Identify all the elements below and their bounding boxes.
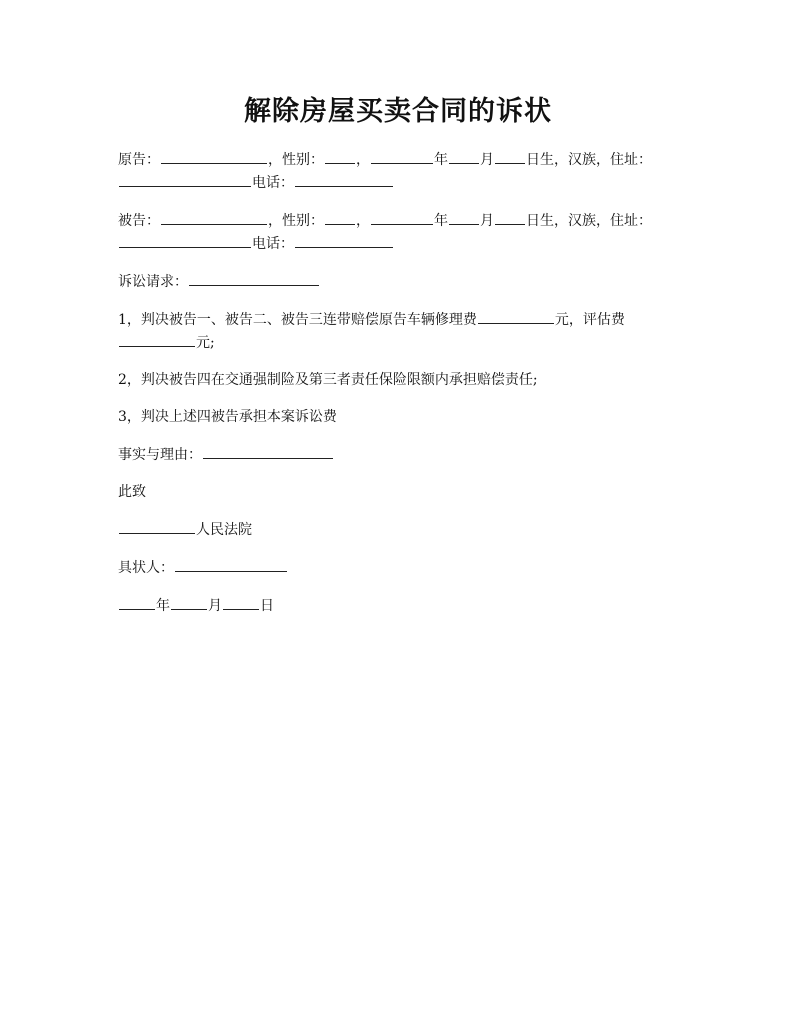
facts-blank [203,443,333,459]
court-name-blank [119,518,195,534]
plaintiff-label: 原告： [118,152,160,168]
defendant-month-label: 月 [480,213,494,229]
date-month-blank [171,594,207,610]
defendant-birth-month-blank [449,209,479,225]
claim-1-unit-2: 元; [196,335,215,351]
plaintiff-phone-blank [295,171,393,187]
repair-fee-blank [478,308,554,324]
plaintiff-address-blank [119,171,251,187]
defendant-year-label: 年 [434,213,448,229]
claim-3-paragraph: 3，判决上述四被告承担本案诉讼费 [118,409,337,425]
claim-1-paragraph [118,308,678,354]
defendant-address-blank [119,232,251,248]
defendant-phone-blank [295,232,393,248]
claim-2-paragraph: 2，判决被告四在交通强制险及第三者责任保险限额内承担赔偿责任; [118,372,538,388]
plaintiff-paragraph [118,148,678,194]
court-paragraph [118,518,678,541]
defendant-name-blank [161,209,267,225]
defendant-birth-day-blank [495,209,525,225]
date-day-label: 日 [260,598,274,614]
date-month-label: 月 [208,598,222,614]
signer-paragraph [118,556,678,579]
claims-paragraph [118,270,678,293]
claim-1-unit-1: 元，评估费 [554,312,625,328]
plaintiff-comma: ， [356,152,370,168]
signer-blank [175,556,287,572]
date-paragraph [118,594,678,617]
plaintiff-birth-year-blank [371,148,433,164]
defendant-gender-label: ，性别： [268,213,324,229]
plaintiff-birth-day-blank [495,148,525,164]
defendant-label: 被告： [118,213,160,229]
salutation: 此致 [118,484,146,500]
date-year-label: 年 [156,598,170,614]
document-title: 解除房屋买卖合同的诉状 [244,96,552,127]
document-body [118,148,678,632]
defendant-gender-blank [325,209,355,225]
plaintiff-year-label: 年 [434,152,448,168]
defendant-comma: ， [356,213,370,229]
assessment-fee-blank [119,331,195,347]
defendant-birth-year-blank [371,209,433,225]
facts-paragraph [118,443,678,466]
defendant-phone-label: 电话： [252,236,294,252]
date-day-blank [223,594,259,610]
plaintiff-gender-label: ，性别： [268,152,324,168]
signer-label: 具状人： [118,560,174,576]
court-suffix: 人民法院 [196,522,252,538]
date-year-blank [119,594,155,610]
claim-1-text: 1，判决被告一、被告二、被告三连带赔偿原告车辆修理费 [118,312,477,328]
claims-blank [189,270,319,286]
plaintiff-phone-label: 电话： [252,175,294,191]
plaintiff-gender-blank [325,148,355,164]
plaintiff-birth-month-blank [449,148,479,164]
plaintiff-month-label: 月 [480,152,494,168]
defendant-paragraph [118,209,678,255]
facts-label: 事实与理由： [118,447,202,463]
plaintiff-name-blank [161,148,267,164]
defendant-birth-address-label: 日生，汉族，住址： [526,213,652,229]
claims-label: 诉讼请求： [118,274,188,290]
plaintiff-birth-address-label: 日生，汉族，住址： [526,152,652,168]
